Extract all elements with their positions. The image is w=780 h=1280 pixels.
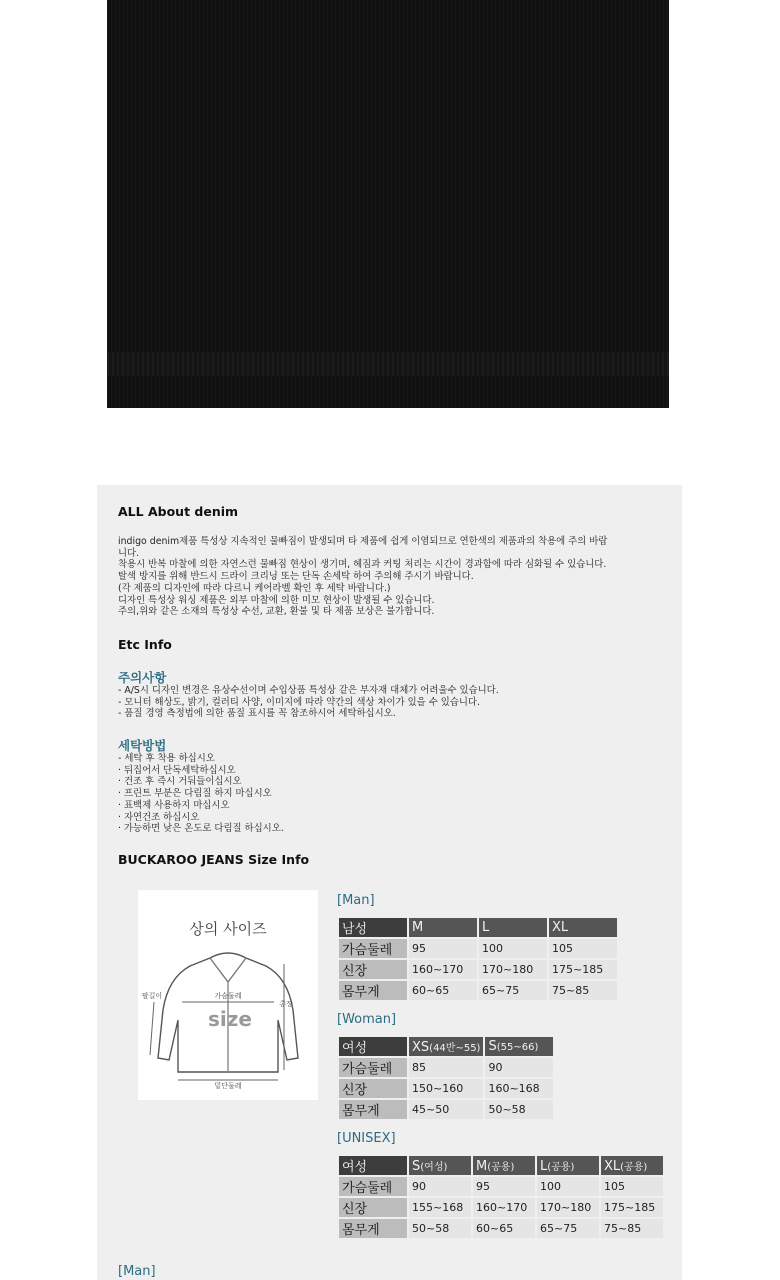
table-row	[339, 1037, 553, 1056]
size-code: XL	[604, 1158, 621, 1174]
woman-table-label: [Woman]	[337, 1012, 397, 1027]
waist-label: 밑단둘레	[214, 1082, 242, 1090]
table-row	[339, 939, 617, 958]
caution-list	[118, 685, 499, 720]
row-header: 신장	[339, 1198, 407, 1217]
table-row	[339, 918, 617, 937]
table-cell: 100	[537, 1177, 599, 1196]
size-diagram	[138, 890, 318, 1100]
size-range: (44반~55)	[429, 1042, 481, 1054]
table-header	[409, 1037, 483, 1056]
table-header: 여성	[339, 1037, 407, 1056]
row-header: 신장	[339, 960, 407, 979]
table-cell: 90	[485, 1058, 553, 1077]
about-line: 착용시 반복 마찰에 의한 자연스런 물빠짐 현상이 생기며, 헤짐과 커팅 처리는 시간이 경과함에 따라 심화될 수 있습니다.	[118, 559, 607, 571]
table-cell: 50~58	[409, 1219, 471, 1238]
table-cell: 175~185	[601, 1198, 663, 1217]
garment-hem	[107, 352, 669, 376]
table-header	[485, 1037, 553, 1056]
table-cell: 95	[473, 1177, 535, 1196]
about-line: 니다.	[118, 547, 140, 559]
table-cell: 155~168	[409, 1198, 471, 1217]
table-cell: 100	[479, 939, 547, 958]
size-code: S	[412, 1158, 421, 1174]
table-row	[339, 1058, 553, 1077]
wash-title: 세탁방법	[118, 738, 167, 753]
table-row	[339, 1079, 553, 1098]
table-cell: 105	[549, 939, 617, 958]
wash-list	[118, 753, 284, 835]
table-header: 남성	[339, 918, 407, 937]
table-row	[339, 981, 617, 1000]
table-cell: 175~185	[549, 960, 617, 979]
size-range: (55~66)	[496, 1042, 539, 1053]
size-group: (여성)	[420, 1161, 448, 1173]
unisex-size-table	[337, 1154, 665, 1240]
table-cell: 95	[409, 939, 477, 958]
table-cell: 160~168	[485, 1079, 553, 1098]
table-header	[601, 1156, 663, 1175]
wash-line: · 표백제 사용하지 마십시오	[118, 799, 230, 811]
table-cell: 65~75	[479, 981, 547, 1000]
row-header: 신장	[339, 1079, 407, 1098]
table-row	[339, 960, 617, 979]
table-cell: 75~85	[601, 1219, 663, 1238]
table-header: M	[409, 918, 477, 937]
table-header: L	[479, 918, 547, 937]
product-photo	[107, 0, 669, 408]
size-group: (공용)	[547, 1161, 575, 1173]
woman-size-table	[337, 1035, 555, 1121]
row-header: 가슴둘레	[339, 1058, 407, 1077]
about-line: 주의,위와 같은 소재의 특성상 수선, 교환, 환불 및 타 제품 보상은 불가합니다.	[118, 606, 435, 618]
caution-line: - A/S시 디자인 변경은 유상수선이며 수입상품 특성상 같은 부자재 대체가 어려울수 있습니다.	[118, 685, 499, 696]
about-line: indigo denim제품 특성상 지속적인 물빠짐이 발생되며 타 제품에 쉽게 이염되므로 연한색의 제품과의 착용에 주의 바랍	[118, 536, 608, 547]
table-cell: 60~65	[409, 981, 477, 1000]
row-header: 가슴둘레	[339, 939, 407, 958]
table-cell: 160~170	[473, 1198, 535, 1217]
size-code: XS	[412, 1039, 430, 1055]
wash-line: - 세탁 후 착용 하십시오	[118, 753, 215, 764]
table-header	[409, 1156, 471, 1175]
size-code: M	[476, 1158, 488, 1174]
size-code: S	[488, 1039, 497, 1054]
caution-title: 주의사항	[118, 670, 167, 685]
size-info-title: BUCKAROO JEANS Size Info	[118, 852, 310, 867]
about-line: 디자인 특성상 워싱 제품은 외부 마찰에 의한 미모 현상이 발생될 수 있습니다.	[118, 594, 435, 606]
man-table-label: [Man]	[337, 893, 375, 908]
length-label: 총장	[279, 1000, 293, 1008]
caution-line: - 품질 경영 측정법에 의한 품질 표시를 꼭 참조하시어 세탁하십시오.	[118, 708, 396, 720]
table-cell: 170~180	[537, 1198, 599, 1217]
size-watermark: size	[208, 1007, 252, 1031]
size-group: (공용)	[620, 1161, 648, 1173]
table-cell: 45~50	[409, 1100, 483, 1119]
jacket-outline-icon	[138, 890, 318, 1100]
row-header: 가슴둘레	[339, 1177, 407, 1196]
table-row	[339, 1156, 663, 1175]
table-row	[339, 1100, 553, 1119]
row-header: 몸무게	[339, 1219, 407, 1238]
next-table-label: [Man]	[118, 1264, 156, 1279]
table-row	[339, 1177, 663, 1196]
wash-line: · 프린트 부분은 다림질 하지 마십시오	[118, 788, 272, 800]
man-size-table	[337, 916, 619, 1002]
table-cell: 90	[409, 1177, 471, 1196]
table-header	[537, 1156, 599, 1175]
table-header	[473, 1156, 535, 1175]
wash-line: · 가능하면 낮은 온도로 다림질 하십시오.	[118, 823, 284, 835]
table-cell: 75~85	[549, 981, 617, 1000]
table-cell: 105	[601, 1177, 663, 1196]
table-cell: 65~75	[537, 1219, 599, 1238]
row-header: 몸무게	[339, 981, 407, 1000]
table-row	[339, 1198, 663, 1217]
wash-line: · 뒤집어서 단독세탁하십시오	[118, 764, 236, 776]
wash-line: · 자연건조 하십시오	[118, 811, 200, 823]
chest-label: 가슴둘레	[214, 992, 242, 1000]
table-cell: 160~170	[409, 960, 477, 979]
caution-line: - 모니터 해상도, 밝기, 컬러티 사양, 이미지에 따라 약간의 색상 차이가 있을 수 있습니다.	[118, 696, 480, 708]
table-header: XL	[549, 918, 617, 937]
about-line: 탈색 방지를 위해 반드시 드라이 크리닝 또는 단독 손세탁 하여 주의해 주시기 바랍니다.	[118, 571, 474, 583]
about-title: ALL About denim	[118, 504, 239, 519]
table-row	[339, 1219, 663, 1238]
unisex-table-label: [UNISEX]	[337, 1131, 396, 1146]
table-cell: 170~180	[479, 960, 547, 979]
size-code: L	[540, 1158, 548, 1174]
size-group: (공용)	[487, 1161, 515, 1173]
table-cell: 50~58	[485, 1100, 553, 1119]
about-text	[118, 536, 678, 618]
size-diagram-title: 상의 사이즈	[189, 920, 267, 938]
wash-line: · 건조 후 즉시 거둬들이십시오	[118, 776, 242, 788]
row-header: 몸무게	[339, 1100, 407, 1119]
etc-title: Etc Info	[118, 637, 172, 652]
table-cell: 150~160	[409, 1079, 483, 1098]
about-line: (각 제품의 디자인에 따라 다르니 케어라벨 확인 후 세탁 바랍니다.)	[118, 582, 391, 594]
table-cell: 85	[409, 1058, 483, 1077]
table-cell: 60~65	[473, 1219, 535, 1238]
sleeve-label: 팔길이	[141, 992, 163, 1000]
table-header: 여성	[339, 1156, 407, 1175]
